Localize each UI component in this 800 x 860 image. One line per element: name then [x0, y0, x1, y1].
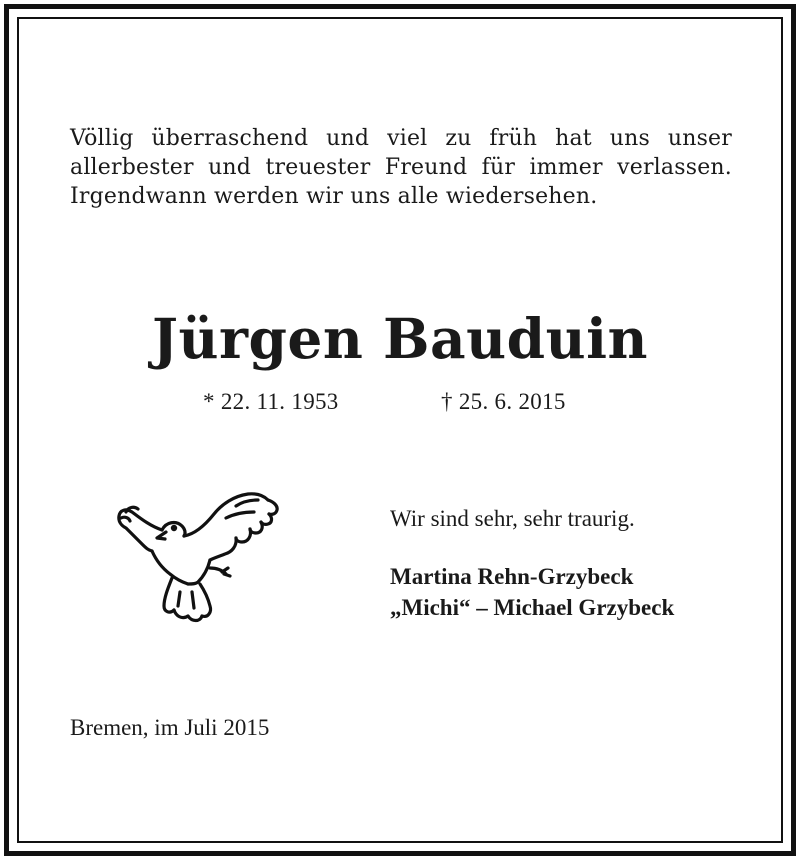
intro-line-2: allerbester und treuester Freund für immer verlassen. — [70, 155, 732, 180]
dove-icon — [110, 488, 285, 628]
deceased-name: Jürgen Bauduin — [151, 306, 648, 371]
signer-2: „Michi“ – Michael Grzybeck — [390, 595, 675, 620]
signer-1: Martina Rehn-Grzybeck — [390, 564, 634, 589]
intro-line-1: Völlig überraschend und viel zu früh hat uns unser — [70, 126, 732, 151]
birth-date: * 22. 11. 1953 — [203, 389, 339, 414]
intro-text — [70, 124, 732, 211]
place-date: Bremen, im Juli 2015 — [70, 715, 270, 740]
signers — [390, 561, 674, 623]
death-date: † 25. 6. 2015 — [441, 389, 566, 414]
mourning-text: Wir sind sehr, sehr traurig. — [390, 506, 635, 531]
intro-line-3: Irgendwann werden wir uns alle wiedersehen. — [70, 184, 598, 209]
